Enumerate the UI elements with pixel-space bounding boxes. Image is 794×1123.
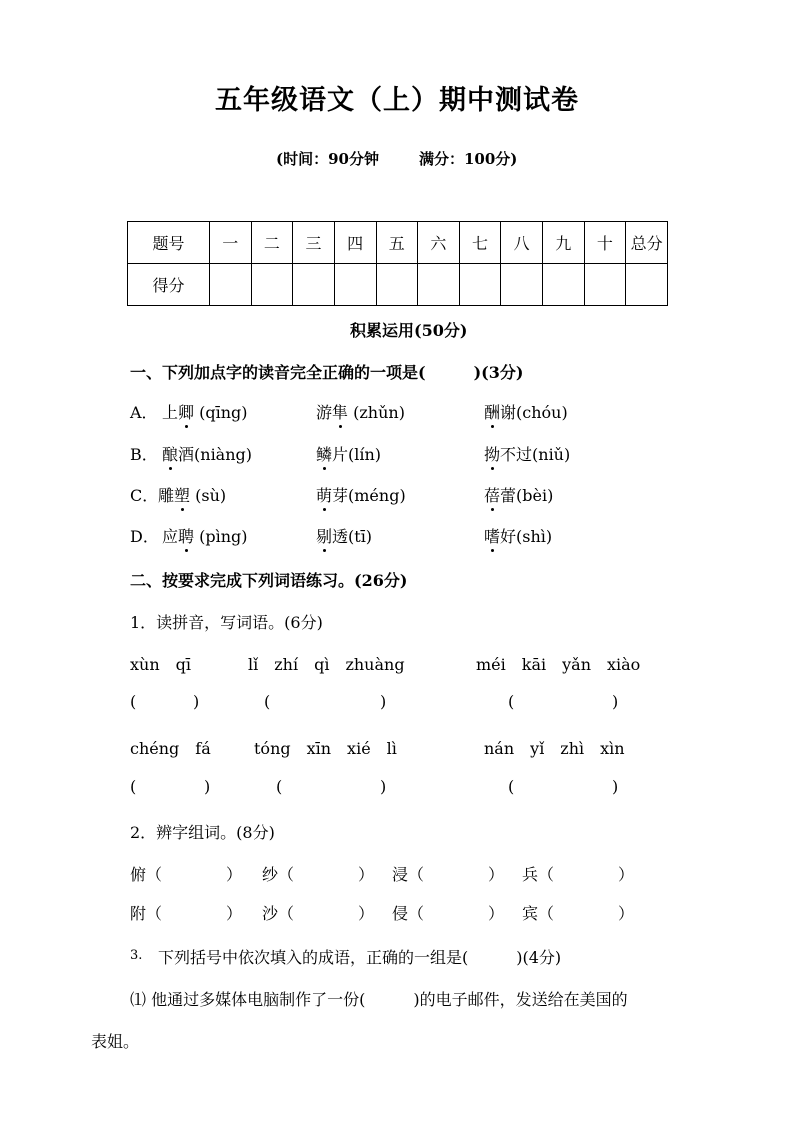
char-item: 附（ ）: [130, 904, 243, 923]
score-table-cell: 八: [501, 222, 543, 264]
q1-option-label: B．: [130, 445, 158, 464]
answer-paren-open: (: [508, 777, 515, 796]
q1-option-word: 应聘 (pìng): [162, 524, 248, 547]
score-entry-cell[interactable]: [210, 264, 252, 306]
answer-paren-open: (: [264, 692, 271, 711]
score-entry-cell[interactable]: [251, 264, 293, 306]
score-entry-cell[interactable]: [293, 264, 335, 306]
answer-paren-open: (: [276, 777, 283, 796]
char-item: 纱（ ）: [262, 865, 375, 884]
pinyin-prompt: nán yǐ zhì xìn: [484, 739, 625, 758]
answer-paren-open: (: [508, 692, 515, 711]
score-table-cell: 九: [543, 222, 585, 264]
q2-title: 二、按要求完成下列词语练习。(26分): [130, 571, 408, 590]
answer-paren-close: ): [193, 692, 200, 711]
score-entry-cell[interactable]: [543, 264, 585, 306]
score-table-cell: 五: [376, 222, 418, 264]
q1-option-word: 雕塑 (sù): [158, 483, 226, 506]
q1-option-word: 蓓蕾(bèi): [484, 483, 553, 506]
score-table-cell: 总分: [626, 222, 668, 264]
q1-option-label: A．: [130, 403, 158, 422]
score-entry-cell[interactable]: [376, 264, 418, 306]
q2-sub3-item-continued: 表姐。: [91, 1032, 140, 1051]
answer-paren-open: (: [130, 692, 137, 711]
score-table-score-row: [128, 264, 668, 306]
page-title: 五年级语文（上）期中测试卷: [215, 85, 579, 116]
pinyin-prompt: xùn qī: [130, 655, 191, 674]
score-table: [127, 221, 668, 306]
q1-option-word: 酿酒(niàng): [162, 442, 252, 465]
q1-option-word: 鳞片(lín): [316, 442, 381, 465]
pinyin-prompt: chéng fá: [130, 739, 211, 758]
part-title: 积累运用(50分): [350, 321, 468, 340]
q2-sub1-title: 1．读拼音，写词语。(6分): [130, 613, 323, 632]
score-entry-cell[interactable]: [501, 264, 543, 306]
q1-option-word: 剔透(tī): [316, 524, 372, 547]
score-table-cell: 得分: [128, 264, 210, 306]
q2-sub3-title: 下列括号中依次填入的成语，正确的一组是( )(4分): [158, 948, 562, 967]
answer-paren-close: ): [204, 777, 211, 796]
q1-option-word: 上卿 (qīng): [162, 400, 248, 423]
char-item: 侵（ ）: [392, 904, 505, 923]
answer-paren-open: (: [130, 777, 137, 796]
score-table-cell: 四: [334, 222, 376, 264]
score-table-cell: 七: [459, 222, 501, 264]
q1-option-label: C．: [130, 486, 159, 505]
q1-option-word: 游隼 (zhǔn): [316, 400, 405, 423]
score-entry-cell[interactable]: [334, 264, 376, 306]
score-entry-cell[interactable]: [584, 264, 626, 306]
q1-option-word: 萌芽(méng): [316, 483, 406, 506]
q1-title: 一、下列加点字的读音完全正确的一项是( )(3分): [130, 363, 524, 382]
char-item: 沙（ ）: [262, 904, 375, 923]
exam-full-score: 满分：100分): [418, 150, 518, 168]
pinyin-prompt: méi kāi yǎn xiào: [476, 655, 641, 674]
q2-sub3-number: 3.: [130, 948, 143, 963]
pinyin-prompt: tóng xīn xié lì: [254, 739, 397, 758]
char-item: 浸（ ）: [392, 865, 505, 884]
score-table-cell: 三: [293, 222, 335, 264]
q1-option-word: 拗不过(niǔ): [484, 442, 570, 465]
score-table-cell: 十: [584, 222, 626, 264]
q2-sub2-title: 2．辨字组词。(8分): [130, 823, 275, 842]
score-entry-cell[interactable]: [459, 264, 501, 306]
answer-paren-close: ): [380, 777, 387, 796]
char-item: 宾（ ）: [522, 904, 635, 923]
q2-sub3-item: ⑴ 他通过多媒体电脑制作了一份( )的电子邮件，发送给在美国的: [130, 990, 628, 1009]
score-table-cell: 二: [251, 222, 293, 264]
q1-option-label: D．: [130, 527, 159, 546]
score-entry-cell[interactable]: [626, 264, 668, 306]
score-table-header-row: [128, 222, 668, 264]
answer-paren-close: ): [612, 692, 619, 711]
q1-option-word: 酬谢(chóu): [484, 400, 568, 423]
char-item: 俯（ ）: [130, 865, 243, 884]
q1-option-word: 嗜好(shì): [484, 524, 552, 547]
answer-paren-close: ): [380, 692, 387, 711]
char-item: 兵（ ）: [522, 865, 635, 884]
score-table-cell: 题号: [128, 222, 210, 264]
score-entry-cell[interactable]: [418, 264, 460, 306]
exam-time: (时间：90分钟: [276, 150, 379, 168]
score-table-cell: 六: [418, 222, 460, 264]
score-table-cell: 一: [210, 222, 252, 264]
pinyin-prompt: lǐ zhí qì zhuàng: [248, 655, 405, 674]
exam-info: [276, 148, 517, 169]
answer-paren-close: ): [612, 777, 619, 796]
